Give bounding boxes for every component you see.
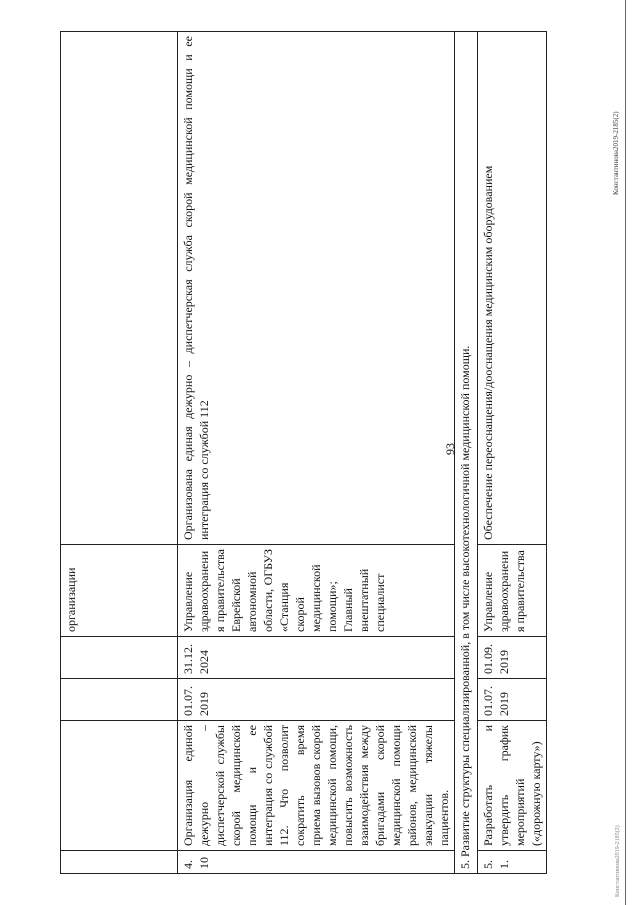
cell-start [61,679,178,721]
plan-table [60,31,547,874]
activity-text: Организация единой дежурно – диспетчерской службы скорой медицинской помощи и ее интеграция со службой 112. Что позволит сократить время приема вызовов скорой медицинской помощи, повысить возможность взаимодействия между бригадами скорой медицинской помощи районов, медицинской эвакуации тяжелы пациентов. [178,721,455,851]
activity-text: Разработать и утвердить график мероприятий («дорожную карту») [478,721,547,851]
end-date: 31.12.2024 [178,637,455,679]
footer-code: Константинова2019-2185(2) [612,111,620,195]
section-heading-row [455,32,478,874]
responsible-text: Управление здравоохранения правительства [478,545,547,637]
table-row-4-10 [178,32,455,874]
cell-result [61,32,178,545]
footer-left-mark: Константинова2019-2185(2) [615,825,621,897]
start-date: 01.07.2019 [478,679,547,721]
scan-edge-line [625,0,626,905]
cell-end [61,637,178,679]
page-number: 93 [443,443,457,455]
cell-activity [61,721,178,851]
row-number: 5.1. [478,851,547,874]
start-date: 01.07.2019 [178,679,455,721]
responsible-text: Управление здравоохранения правительства Еврейской автономной области, ОГБУЗ «Станция скорой медицинской помощи»; Главный внештатный специалист [178,545,455,637]
cell-responsible: организации [61,545,178,637]
row-number: 4.10 [178,851,455,874]
result-text: Обеспечение переоснащения/дооснащения медицинским оборудованием [478,32,547,545]
table-row-5-1 [478,32,547,874]
table-row-top [61,32,178,874]
cell-num [61,851,178,874]
result-text: Организована единая дежурно – диспетчерская служба скорой медицинской помощи и ее интеграция со службой 112 [178,32,455,545]
end-date: 01.09.2019 [478,637,547,679]
section-5-heading: 5. Развитие структуры специализированной, в том числе высокотехнологичной медицинской помощи. [455,32,478,874]
